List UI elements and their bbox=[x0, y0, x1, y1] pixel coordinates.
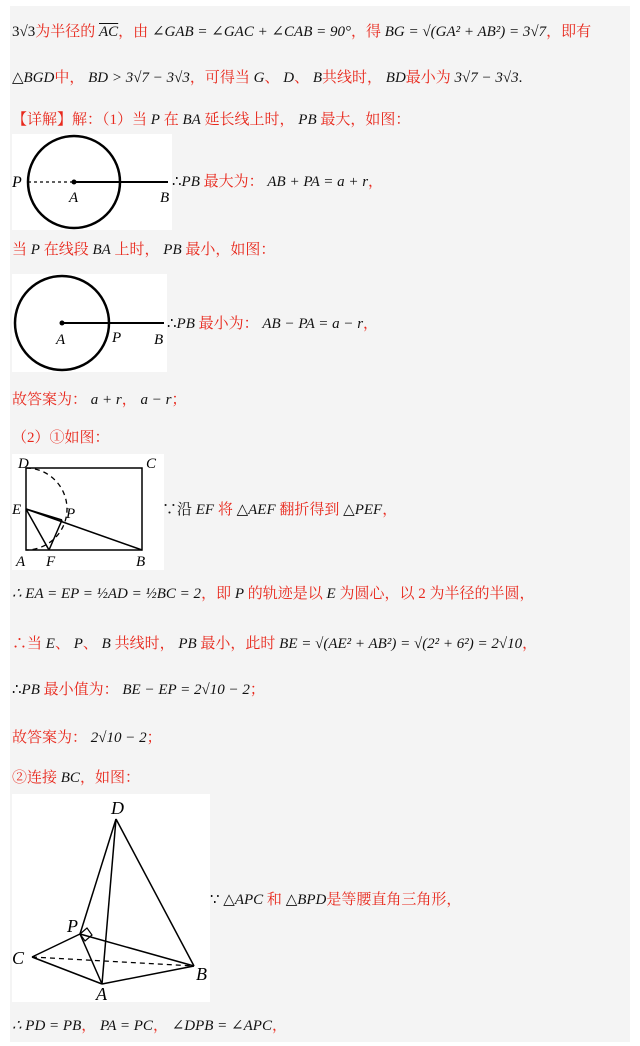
text-line-6 bbox=[167, 314, 378, 334]
text-line-12 bbox=[12, 680, 265, 700]
text-line-10 bbox=[12, 584, 534, 604]
text-line-15 bbox=[210, 890, 461, 910]
text: ∵ bbox=[210, 892, 220, 908]
point-label: P bbox=[112, 330, 122, 346]
text: ， bbox=[363, 316, 379, 332]
text-line-2 bbox=[12, 68, 522, 88]
math-var: BD bbox=[385, 70, 406, 86]
text: 为圆心，以 2 为半径的半圆， bbox=[339, 586, 535, 602]
math-angle-equation: ∠DPB = ∠APC bbox=[171, 1018, 272, 1034]
text: 上时， bbox=[114, 242, 160, 258]
math-expression: a − r bbox=[140, 392, 172, 408]
figure-isosceles-triangles bbox=[12, 794, 210, 1002]
math-equation: ∴ EA = EP = ½AD = ½BC = 2 bbox=[12, 586, 202, 602]
text: 将 bbox=[217, 502, 233, 518]
point-label: C bbox=[12, 948, 25, 968]
point-label: D bbox=[111, 798, 124, 818]
text: ，即 bbox=[201, 586, 232, 602]
text: 故答案为： bbox=[12, 392, 88, 408]
math-var: PB bbox=[163, 242, 182, 258]
math-var: BA bbox=[92, 242, 111, 258]
text-line-5 bbox=[12, 240, 275, 260]
text: 、 bbox=[54, 636, 70, 652]
point-label: A bbox=[96, 984, 107, 1002]
text: ， bbox=[81, 1018, 97, 1034]
text: 最小为： bbox=[198, 316, 259, 332]
text: ， bbox=[368, 174, 384, 190]
math-var: PB bbox=[176, 316, 195, 332]
text: ， bbox=[271, 1018, 287, 1034]
text: 【详解】解：（1）当 bbox=[12, 112, 148, 128]
text: 共线时， bbox=[114, 636, 175, 652]
text: . bbox=[518, 70, 523, 86]
math-var: PB bbox=[21, 682, 40, 698]
text: ； bbox=[146, 730, 162, 746]
figure-circle-min bbox=[12, 274, 167, 372]
math-var: PB bbox=[181, 174, 200, 190]
text: 最小，此时 bbox=[200, 636, 276, 652]
text: ，如图： bbox=[79, 770, 140, 786]
text: 共线时， bbox=[322, 70, 383, 86]
text: 是等腰直角三角形， bbox=[326, 892, 462, 908]
text: 最小值为： bbox=[43, 682, 119, 698]
text-line-11 bbox=[12, 634, 537, 654]
text: 中， bbox=[54, 70, 85, 86]
math-var: P bbox=[234, 586, 244, 602]
math-var: E bbox=[45, 636, 55, 652]
text: 、 bbox=[82, 636, 98, 652]
point-label: D bbox=[18, 456, 29, 472]
math-inequality: BD > 3√7 − 3√3 bbox=[88, 70, 190, 86]
text-line-9 bbox=[162, 500, 397, 520]
point-label: B bbox=[196, 964, 207, 984]
math-var: P bbox=[150, 112, 160, 128]
point-label: F bbox=[46, 554, 56, 570]
math-var: EF bbox=[195, 502, 215, 518]
math-triangle: △AEF bbox=[236, 502, 276, 518]
text: ∴ bbox=[172, 174, 182, 190]
math-var: BC bbox=[60, 770, 80, 786]
math-bg: BG = √(GA² + AB²) = 3√7 bbox=[384, 24, 547, 40]
text-line-4 bbox=[172, 172, 383, 192]
text: 当 bbox=[12, 242, 28, 258]
math-angle-sum: ∠GAB = ∠GAC + ∠CAB = 90° bbox=[151, 24, 351, 40]
math-triangle: △BPD bbox=[285, 892, 327, 908]
point-label: A bbox=[16, 554, 26, 570]
text: 最小为 bbox=[405, 70, 451, 86]
text: ， bbox=[152, 1018, 168, 1034]
text: （2）①如图： bbox=[12, 430, 110, 446]
text: ； bbox=[171, 392, 187, 408]
text: ②连接 bbox=[12, 770, 58, 786]
math-var: B bbox=[101, 636, 111, 652]
text: 的轨迹是以 bbox=[247, 586, 323, 602]
text: 故答案为： bbox=[12, 730, 88, 746]
text-line-1 bbox=[12, 22, 591, 42]
point-label: E bbox=[12, 502, 22, 518]
math-equation: PA = PC bbox=[100, 1018, 153, 1034]
math-var: P bbox=[30, 242, 40, 258]
point-label: B bbox=[136, 554, 146, 570]
math-be: BE = √(AE² + AB²) = √(2² + 6²) = 2√10 bbox=[279, 636, 523, 652]
point-label: P bbox=[66, 506, 76, 522]
text: ， bbox=[121, 392, 137, 408]
text: 翻折得到 bbox=[279, 502, 340, 518]
text-line-7 bbox=[12, 390, 186, 410]
text-line-14 bbox=[12, 768, 140, 788]
text: ∵沿 bbox=[162, 502, 193, 518]
text: 最小，如图： bbox=[185, 242, 276, 258]
math-triangle: △BGD bbox=[12, 70, 55, 86]
math-arc: $\overline{AC}$ bbox=[99, 24, 119, 40]
math-min-value: 3√7 − 3√3 bbox=[454, 70, 519, 86]
text: ， bbox=[522, 636, 538, 652]
text: 在线段 bbox=[43, 242, 89, 258]
math-triangle: △APC bbox=[223, 892, 264, 908]
math-expression: a + r bbox=[90, 392, 122, 408]
point-label: C bbox=[146, 456, 157, 472]
math-var: D bbox=[283, 70, 295, 86]
text: 延长线上时， bbox=[204, 112, 295, 128]
text: 最大为： bbox=[203, 174, 264, 190]
point-label: P bbox=[12, 174, 22, 191]
point-label: B bbox=[154, 332, 164, 348]
figure-circle-max bbox=[12, 134, 172, 230]
text: ，得 bbox=[351, 24, 382, 40]
text: 、 bbox=[294, 70, 310, 86]
text: 最大，如图： bbox=[320, 112, 411, 128]
solution-page bbox=[10, 6, 630, 1042]
math-var: E bbox=[326, 586, 336, 602]
point-label: B bbox=[160, 190, 170, 206]
math-var: P bbox=[73, 636, 83, 652]
math-var: G bbox=[253, 70, 265, 86]
math-expression: 2√10 − 2 bbox=[90, 730, 147, 746]
text: ∴ bbox=[12, 682, 22, 698]
math-var: B bbox=[312, 70, 323, 86]
text-line-3 bbox=[12, 110, 410, 130]
math-var: PB bbox=[298, 112, 317, 128]
text: 为半径的 bbox=[35, 24, 96, 40]
text: ，即有 bbox=[546, 24, 592, 40]
text: 、 bbox=[264, 70, 280, 86]
point-label: A bbox=[56, 332, 66, 348]
text: ， bbox=[382, 502, 398, 518]
math-var: BA bbox=[182, 112, 201, 128]
math-radius: 3√3 bbox=[12, 24, 36, 40]
point-label: A bbox=[69, 190, 79, 206]
math-var: PB bbox=[178, 636, 197, 652]
math-expression: AB + PA = a + r bbox=[267, 174, 369, 190]
math-triangle: △PEF bbox=[343, 502, 383, 518]
text-line-16 bbox=[12, 1016, 287, 1036]
text: ，由 bbox=[118, 24, 149, 40]
text: 在 bbox=[163, 112, 179, 128]
text: 和 bbox=[266, 892, 282, 908]
text: ∴当 bbox=[12, 636, 43, 652]
text-line-8 bbox=[12, 428, 110, 448]
point-label: P bbox=[67, 916, 78, 936]
math-expression: AB − PA = a − r bbox=[262, 316, 364, 332]
math-equation: ∴ PD = PB bbox=[12, 1018, 82, 1034]
figure-rectangle-fold bbox=[12, 454, 164, 570]
text: ，可得当 bbox=[189, 70, 250, 86]
math-expression: BE − EP = 2√10 − 2 bbox=[122, 682, 250, 698]
text-line-13 bbox=[12, 728, 162, 748]
text: ∴ bbox=[167, 316, 177, 332]
text: ； bbox=[249, 682, 265, 698]
